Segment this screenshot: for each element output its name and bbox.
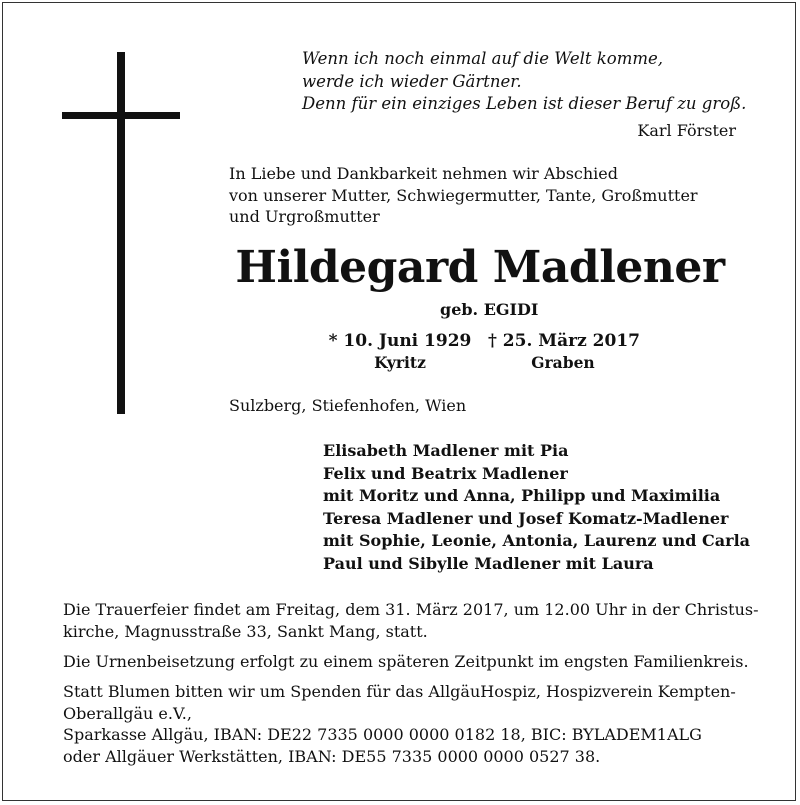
cross-horizontal-bar: [62, 112, 180, 119]
birth-date: * 10. Juni 1929: [328, 331, 472, 351]
death-place: Graben: [531, 353, 595, 372]
donation-line: Sparkasse Allgäu, IBAN: DE22 7335 0000 0000 0182 18, BIC: BYLADEM1ALG: [63, 725, 702, 744]
urn-line: Die Urnenbeisetzung erfolgt zu einem späteren Zeitpunkt im engsten Familienkreis.: [63, 652, 749, 671]
family-line: Teresa Madlener und Josef Komatz-Madlener: [323, 508, 729, 528]
birth-place: Kyritz: [374, 353, 426, 372]
cross-vertical-bar: [117, 52, 125, 414]
family-line: Felix und Beatrix Madlener: [323, 463, 568, 483]
donation-line: Oberallgäu e.V.,: [63, 703, 192, 723]
family-line: mit Moritz und Anna, Philipp und Maximilia: [323, 486, 721, 505]
quote-line: werde ich wieder Gärtner.: [302, 71, 522, 91]
donation-line: oder Allgäuer Werkstätten, IBAN: DE55 7335 0000 0000 0527 38.: [63, 746, 601, 766]
birth-info: [328, 330, 472, 374]
quote-block: [302, 48, 747, 116]
donation-notice: [63, 681, 753, 767]
quote-line: Wenn ich noch einmal auf die Welt komme,: [302, 49, 664, 68]
quote-author: Karl Förster: [637, 121, 736, 140]
intro-line: von unserer Mutter, Schwiegermutter, Tante, Großmutter: [229, 185, 698, 205]
funeral-notice: [63, 599, 759, 642]
family-list: [323, 440, 750, 575]
quote-line: Denn für ein einziges Leben ist dieser Beruf zu groß.: [302, 94, 747, 113]
urn-notice: [63, 651, 753, 673]
family-line: Paul und Sibylle Madlener mit Laura: [323, 553, 654, 573]
family-line: Elisabeth Madlener mit Pia: [323, 441, 569, 460]
death-info: [488, 330, 638, 374]
funeral-line: Die Trauerfeier findet am Freitag, dem 31. März 2017, um 12.00 Uhr in der Christus-: [63, 600, 759, 619]
donation-line: Statt Blumen bitten wir um Spenden für das AllgäuHospiz, Hospizverein Kempten-: [63, 682, 736, 701]
intro-line: In Liebe und Dankbarkeit nehmen wir Abschied: [229, 164, 619, 183]
funeral-line: kirche, Magnusstraße 33, Sankt Mang, statt.: [63, 621, 428, 641]
intro-line: und Urgroßmutter: [229, 207, 380, 226]
maiden-name: geb. EGIDI: [440, 300, 539, 319]
family-line: mit Sophie, Leonie, Antonia, Laurenz und Carla: [323, 531, 751, 550]
death-date: † 25. März 2017: [488, 331, 640, 351]
deceased-name: Hildegard Madlener: [235, 242, 725, 293]
intro-text: [229, 163, 729, 228]
residence-location: Sulzberg, Stiefenhofen, Wien: [229, 396, 467, 415]
